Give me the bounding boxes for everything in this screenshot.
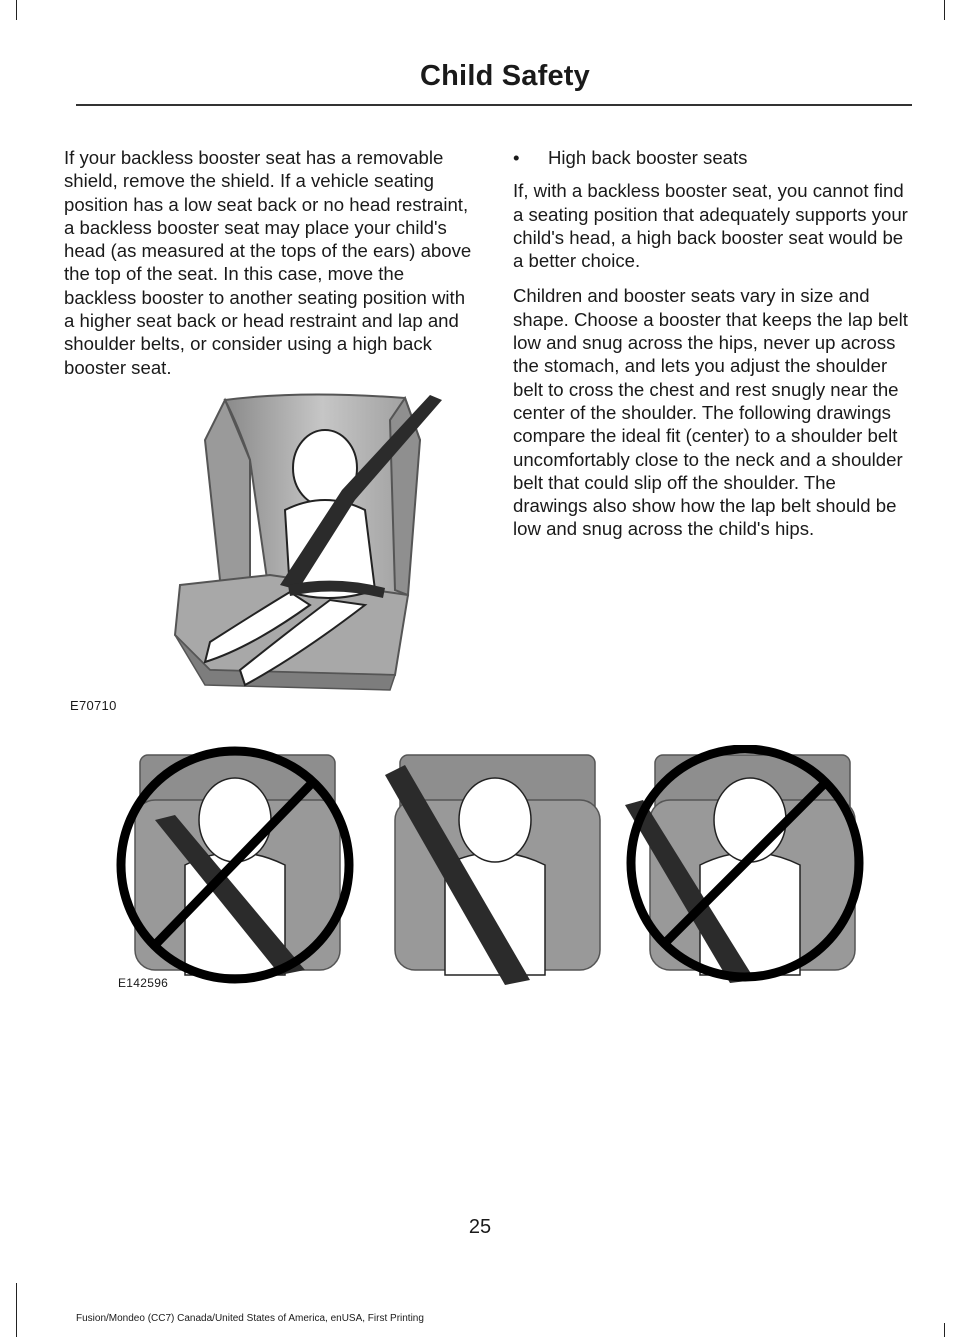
figure-code-booster: E70710	[70, 698, 117, 713]
high-back-booster-illustration	[150, 380, 450, 700]
header-divider	[76, 104, 912, 106]
belt-too-close-to-neck-panel	[121, 751, 349, 979]
page-title: Child Safety	[420, 60, 590, 92]
left-column	[64, 146, 476, 391]
correct-belt-fit-panel	[385, 755, 600, 985]
crop-mark-bottom-left	[16, 1283, 17, 1337]
figure-code-belt-fit: E142596	[118, 976, 169, 990]
bullet-item	[513, 146, 909, 169]
edition-footer: Fusion/Mondeo (CC7) Canada/United States of America, enUSA, First Printing	[76, 1313, 424, 1324]
bullet-marker: •	[513, 147, 520, 168]
bullet-text: High back booster seats	[548, 147, 748, 168]
crop-mark-top-left	[16, 0, 17, 20]
belt-fit-comparison-illustration	[115, 745, 865, 990]
right-column	[513, 146, 909, 553]
crop-mark-bottom-right	[944, 1323, 945, 1337]
backless-booster-paragraph: If your backless booster seat has a removable shield, remove the shield. If a vehicle seating position has a low seat back or no head restraint, a backless booster seat may place your child's head (as measured at the tops of the ears) above the top of the seat. In this case, move the backless booster to another seating position with a higher seat back or head restraint and lap and shoulder belts, or consider using a high back booster seat.	[64, 147, 472, 378]
high-back-paragraph: If, with a backless booster seat, you cannot find a seating position that adequately supports your child's head, a high back booster seat would be a better choice.	[513, 180, 908, 272]
booster-fit-paragraph: Children and booster seats vary in size and shape. Choose a booster that keeps the lap belt low and snug across the hips, never up across the stomach, and lets you adjust the shoulder belt to cross the chest and rest snugly near the center of the shoulder. The following drawings compare the ideal fit (center) to a shoulder belt uncomfortably close to the neck and a shoulder belt that could slip off the shoulder. The drawings also show how the lap belt should be low and snug across the child's hips.	[513, 285, 908, 540]
crop-mark-top-right	[944, 0, 945, 20]
page-number: 25	[468, 1216, 492, 1238]
belt-off-shoulder-panel	[625, 749, 859, 983]
